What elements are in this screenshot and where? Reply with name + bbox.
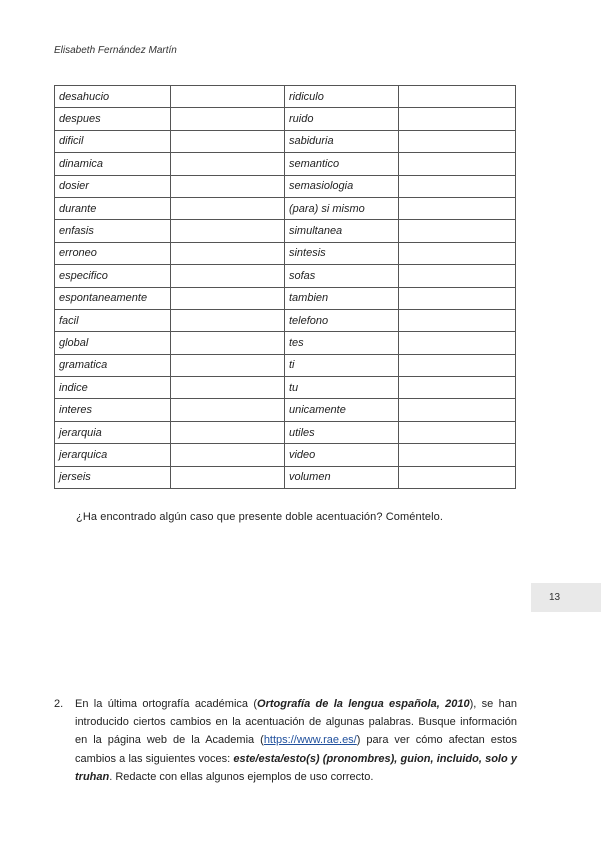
word-cell: video — [284, 444, 398, 466]
word-cell: jerarquia — [55, 421, 171, 443]
table-row — [55, 287, 516, 309]
blank-answer-cell — [170, 421, 284, 443]
table-row — [55, 332, 516, 354]
blank-answer-cell — [170, 309, 284, 331]
blank-answer-cell — [399, 309, 516, 331]
exercise-text-4: . Redacte con ellas algunos ejemplos de uso correcto. — [109, 770, 374, 783]
table-row — [55, 130, 516, 152]
blank-answer-cell — [170, 466, 284, 488]
exercise-text-3: ) para ver cómo afectan estos cambios a las siguientes voces: — [75, 734, 518, 765]
word-cell: tu — [284, 377, 398, 399]
blank-answer-cell — [399, 265, 516, 287]
question-text: ¿Ha encontrado algún caso que presente doble acentuación? Coméntelo. — [76, 511, 443, 523]
word-cell: espontaneamente — [55, 287, 171, 309]
blank-answer-cell — [170, 153, 284, 175]
word-cell: volumen — [284, 466, 398, 488]
blank-answer-cell — [399, 421, 516, 443]
word-cell: global — [55, 332, 171, 354]
word-cell: sofas — [284, 265, 398, 287]
blank-answer-cell — [399, 399, 516, 421]
word-cell: ti — [284, 354, 398, 376]
word-table — [54, 85, 516, 489]
table-row — [55, 309, 516, 331]
word-cell: tambien — [284, 287, 398, 309]
blank-answer-cell — [399, 287, 516, 309]
word-cell: facil — [55, 309, 171, 331]
table-row — [55, 175, 516, 197]
word-cell: telefono — [284, 309, 398, 331]
word-cell: dinamica — [55, 153, 171, 175]
word-cell: ruido — [284, 108, 398, 130]
word-cell: semasiologia — [284, 175, 398, 197]
table-row — [55, 399, 516, 421]
word-cell: (para) si mismo — [284, 197, 398, 219]
blank-answer-cell — [170, 332, 284, 354]
word-cell: jerseis — [55, 466, 171, 488]
word-cell: utiles — [284, 421, 398, 443]
exercise-body — [75, 695, 517, 786]
blank-answer-cell — [399, 197, 516, 219]
blank-answer-cell — [399, 175, 516, 197]
blank-answer-cell — [399, 332, 516, 354]
blank-answer-cell — [399, 377, 516, 399]
table-row — [55, 466, 516, 488]
page-number-tab — [531, 583, 601, 612]
word-cell: durante — [55, 197, 171, 219]
blank-answer-cell — [170, 242, 284, 264]
table-row — [55, 197, 516, 219]
blank-answer-cell — [170, 175, 284, 197]
word-cell: dificil — [55, 130, 171, 152]
blank-answer-cell — [170, 108, 284, 130]
word-cell: ridiculo — [284, 86, 398, 108]
table-row — [55, 220, 516, 242]
blank-answer-cell — [399, 108, 516, 130]
blank-answer-cell — [170, 399, 284, 421]
word-cell: especifico — [55, 265, 171, 287]
blank-answer-cell — [170, 287, 284, 309]
page-number: 13 — [549, 592, 561, 603]
exercise-number: 2. — [54, 698, 64, 710]
blank-answer-cell — [399, 444, 516, 466]
blank-answer-cell — [399, 220, 516, 242]
word-cell: semantico — [284, 153, 398, 175]
table-row — [55, 86, 516, 108]
table-row — [55, 354, 516, 376]
word-cell: unicamente — [284, 399, 398, 421]
word-cell: despues — [55, 108, 171, 130]
blank-answer-cell — [399, 86, 516, 108]
blank-answer-cell — [170, 354, 284, 376]
rae-link[interactable]: https://www.rae.es/ — [263, 734, 357, 747]
blank-answer-cell — [399, 153, 516, 175]
exercise-bold-words: este/esta/esto(s) (pronombres), guion, incluido, solo y truhan — [75, 752, 518, 783]
word-cell: sabiduria — [284, 130, 398, 152]
word-cell: enfasis — [55, 220, 171, 242]
blank-answer-cell — [170, 265, 284, 287]
running-header-author: Elisabeth Fernández Martín — [54, 45, 177, 56]
blank-answer-cell — [399, 130, 516, 152]
blank-answer-cell — [399, 354, 516, 376]
table-row — [55, 265, 516, 287]
table-row — [55, 108, 516, 130]
word-cell: gramatica — [55, 354, 171, 376]
table-row — [55, 242, 516, 264]
word-cell: simultanea — [284, 220, 398, 242]
exercise-text-1: En la última ortografía académica ( — [75, 698, 258, 710]
blank-answer-cell — [170, 444, 284, 466]
blank-answer-cell — [170, 130, 284, 152]
blank-answer-cell — [399, 242, 516, 264]
blank-answer-cell — [170, 86, 284, 108]
exercise-2 — [54, 695, 517, 786]
word-cell: sintesis — [284, 242, 398, 264]
exercise-text-2: ), se han introducido ciertos cambios en la acentuación de algunas palabras. Busque información en la página web de la Academia ( — [75, 698, 517, 747]
word-cell: indice — [55, 377, 171, 399]
exercise-bold-title: Ortografía de la lengua española, 2010 — [257, 698, 470, 710]
table-row — [55, 421, 516, 443]
word-cell: dosier — [55, 175, 171, 197]
table-row — [55, 444, 516, 466]
word-cell: erroneo — [55, 242, 171, 264]
blank-answer-cell — [170, 197, 284, 219]
blank-answer-cell — [170, 220, 284, 242]
blank-answer-cell — [399, 466, 516, 488]
word-cell: tes — [284, 332, 398, 354]
blank-answer-cell — [170, 377, 284, 399]
word-cell: interes — [55, 399, 171, 421]
word-cell: desahucio — [55, 86, 171, 108]
word-cell: jerarquica — [55, 444, 171, 466]
table-row — [55, 377, 516, 399]
table-row — [55, 153, 516, 175]
